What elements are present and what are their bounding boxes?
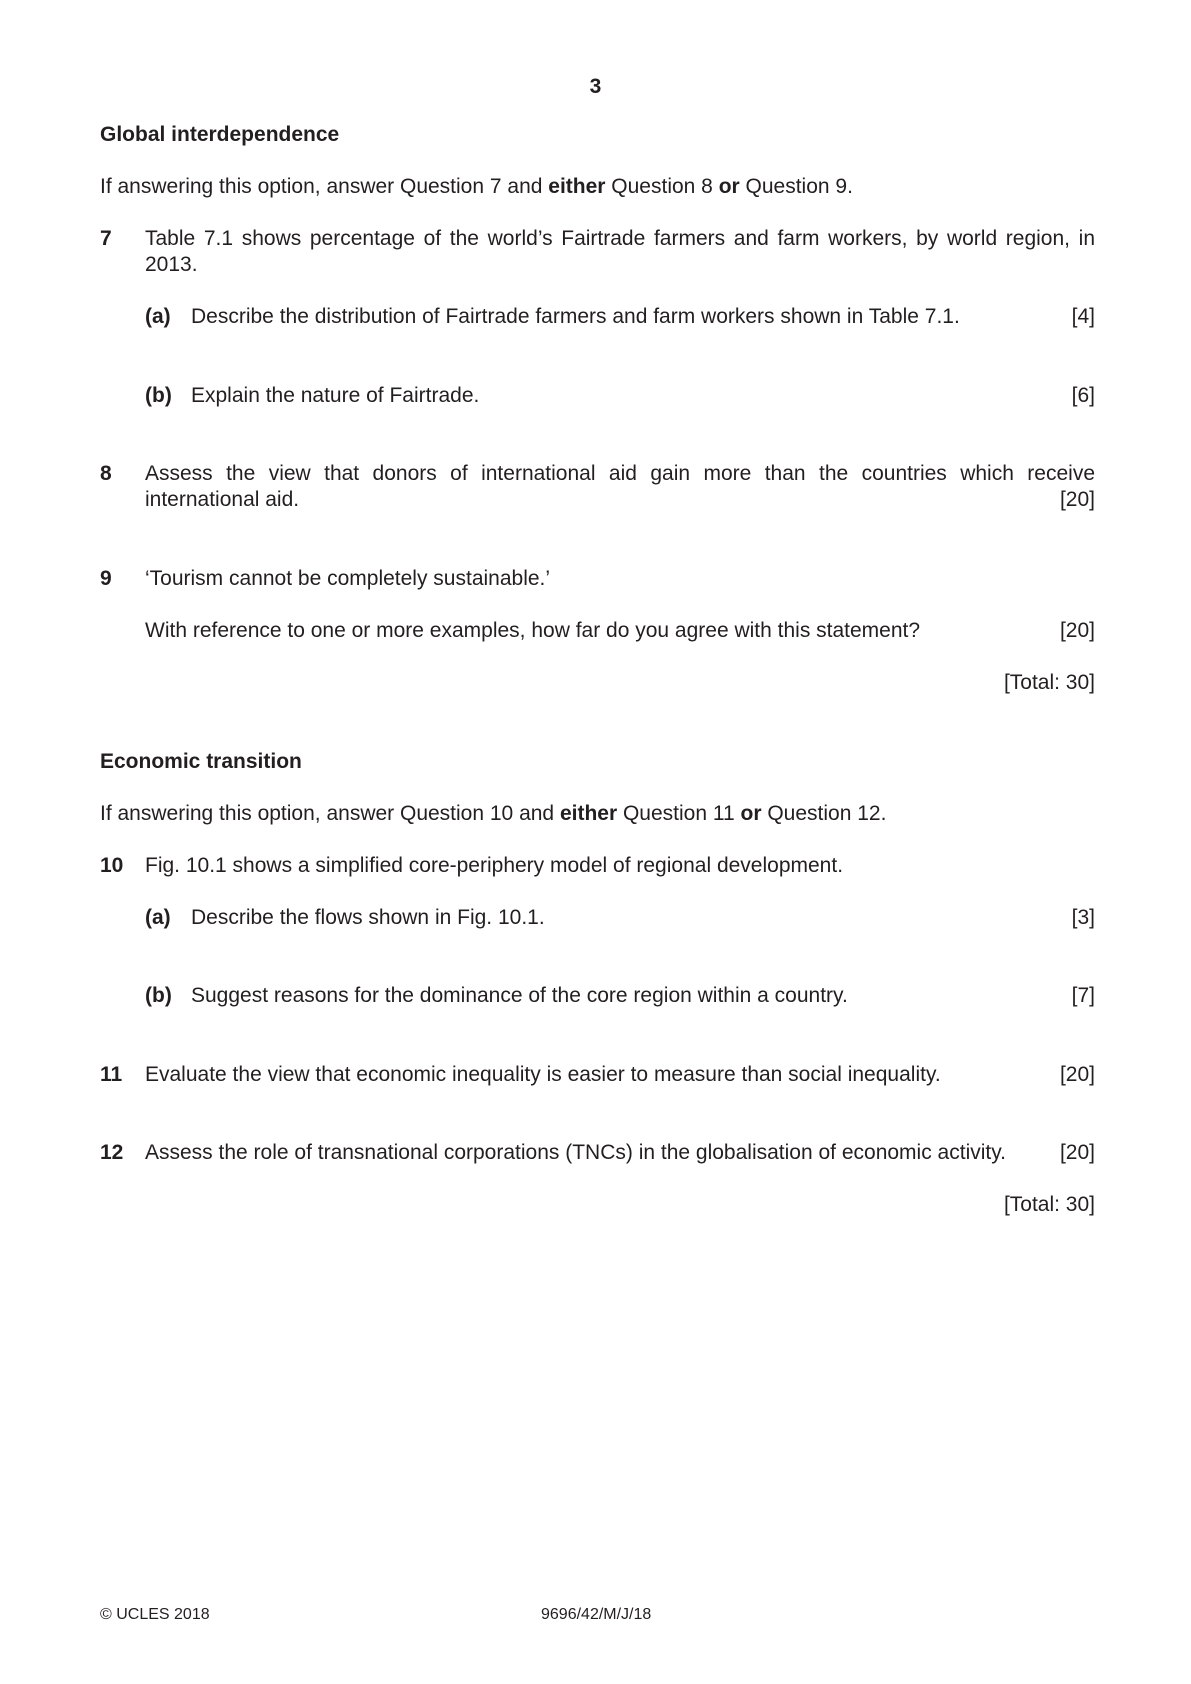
question-10-text: Fig. 10.1 shows a simplified core-periphery model of regional development. — [145, 854, 844, 877]
section-intro-economic-transition — [100, 801, 1095, 827]
question-number-12: 12 — [100, 1141, 124, 1164]
section-intro-global-interdependence — [100, 174, 1095, 200]
question-number-8: 8 — [100, 462, 112, 485]
intro-or: or — [740, 802, 762, 825]
page-number: 3 — [589, 75, 602, 98]
question-number-11: 11 — [100, 1063, 123, 1086]
question-8-text: Assess the view that donors of international aid gain more than the countries which receive international aid. — [145, 462, 1095, 511]
question-10a-text: Describe the flows shown in Fig. 10.1. — [191, 906, 545, 929]
question-11-text: Evaluate the view that economic inequality is easier to measure than social inequality. — [145, 1063, 941, 1086]
question-8-marks: [20] — [1059, 488, 1095, 511]
footer-copyright: © UCLES 2018 — [100, 1606, 210, 1623]
question-9-marks: [20] — [1059, 619, 1095, 642]
intro-text: Question 9. — [739, 175, 853, 198]
question-10b-marks: [7] — [1071, 984, 1095, 1007]
question-number-10: 10 — [100, 854, 124, 877]
question-11-marks: [20] — [1059, 1063, 1095, 1086]
question-7a-letter: (a) — [145, 305, 171, 328]
section-heading-global-interdependence: Global interdependence — [100, 123, 340, 146]
question-9-text: With reference to one or more examples, how far do you agree with this statement? — [145, 619, 921, 642]
intro-text: Question 11 — [617, 802, 741, 825]
section-1-total-marks: [Total: 30] — [1003, 671, 1095, 694]
intro-text: If answering this option, answer Question 7 and — [100, 175, 549, 198]
question-10b-letter: (b) — [145, 984, 172, 1007]
question-7a-marks: [4] — [1071, 305, 1095, 328]
intro-text: Question 12. — [761, 802, 887, 825]
intro-either: either — [548, 175, 606, 198]
intro-text: Question 8 — [605, 175, 719, 198]
question-12-marks: [20] — [1059, 1141, 1095, 1164]
question-7b-marks: [6] — [1071, 384, 1095, 407]
section-heading-economic-transition: Economic transition — [100, 750, 302, 773]
intro-or: or — [718, 175, 740, 198]
question-7a-text: Describe the distribution of Fairtrade farmers and farm workers shown in Table 7.1. — [191, 305, 960, 328]
question-10a-marks: [3] — [1071, 906, 1095, 929]
question-10b-text: Suggest reasons for the dominance of the core region within a country. — [191, 984, 848, 1007]
question-10a-letter: (a) — [145, 906, 171, 929]
question-12-text: Assess the role of transnational corporations (TNCs) in the globalisation of economic activity. — [145, 1141, 1007, 1164]
question-7b-letter: (b) — [145, 384, 172, 407]
intro-text: If answering this option, answer Question 10 and — [100, 802, 560, 825]
question-number-7: 7 — [100, 227, 112, 250]
question-number-9: 9 — [100, 567, 112, 590]
intro-either: either — [559, 802, 618, 825]
section-2-total-marks: [Total: 30] — [1003, 1193, 1095, 1216]
question-7-text: Table 7.1 shows percentage of the world’s Fairtrade farmers and farm workers, by world region, in 2013. — [145, 227, 1095, 276]
question-9-quote: ‘Tourism cannot be completely sustainable.’ — [145, 567, 551, 590]
question-7b-text: Explain the nature of Fairtrade. — [191, 384, 480, 407]
footer-paper-code: 9696/42/M/J/18 — [541, 1606, 652, 1623]
